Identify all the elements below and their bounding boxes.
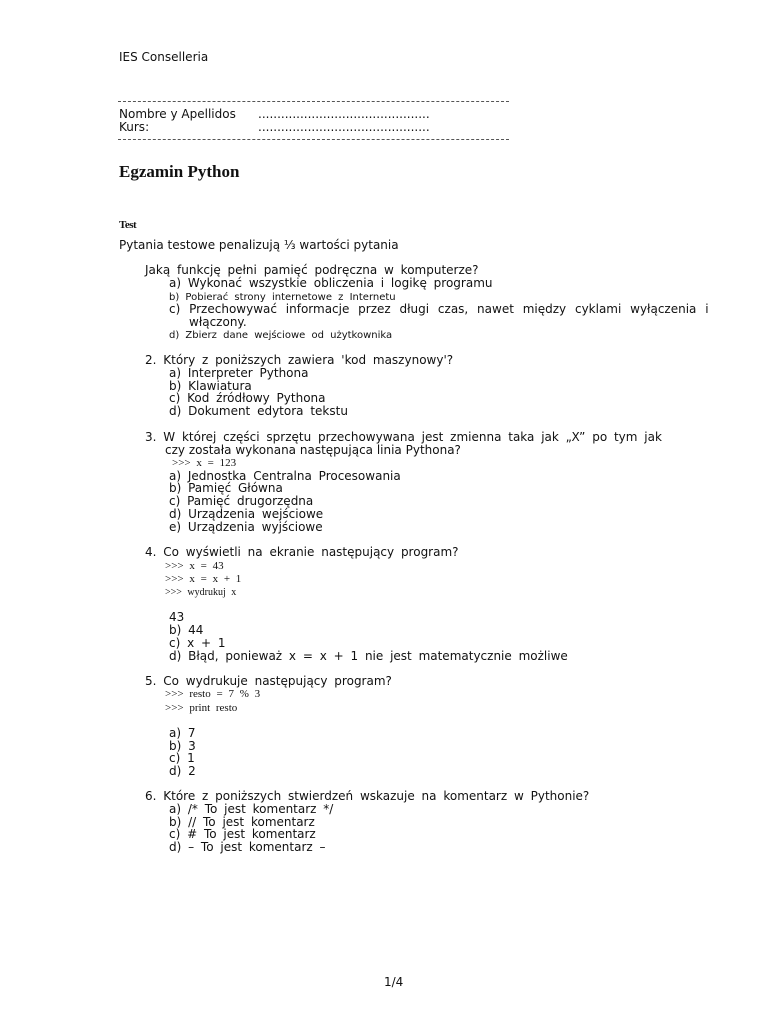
question-2-text: 2. Który z poniższych zawiera 'kod maszynowy'? — [145, 353, 454, 367]
question-5-code-line-2: >>> print resto — [165, 702, 238, 714]
question-3-option-a[interactable]: a) Jednostka Centralna Procesowania — [169, 469, 401, 483]
question-1-option-c-cont: włączony. — [189, 315, 247, 329]
question-6-option-a[interactable]: a) /* To jest komentarz */ — [169, 802, 334, 816]
question-6-option-b[interactable]: b) // To jest komentarz — [169, 815, 315, 829]
question-5-code-line-1: >>> resto = 7 % 3 — [165, 688, 261, 700]
question-6-text: 6. Które z poniższych stwierdzeń wskazuje na komentarz w Pythonie? — [145, 789, 590, 803]
course-label: Kurs: — [119, 120, 150, 134]
question-4-text: 4. Co wyświetli na ekranie następujący program? — [145, 545, 459, 559]
question-5-option-d[interactable]: d) 2 — [169, 764, 196, 778]
question-3-option-c[interactable]: c) Pamięć drugorzędna — [169, 494, 314, 508]
form-top-divider — [118, 101, 509, 102]
question-6-option-c[interactable]: c) # To jest komentarz — [169, 827, 316, 841]
question-4-code-line-1: >>> x = 43 — [165, 560, 224, 572]
question-5-option-a[interactable]: a) 7 — [169, 726, 196, 740]
question-3-code: >>> x = 123 — [172, 457, 237, 469]
course-field[interactable]: ............................................. — [258, 120, 430, 134]
question-5-option-c[interactable]: c) 1 — [169, 751, 195, 765]
school-name: IES Conselleria — [119, 50, 209, 64]
question-3-text: 3. W której części sprzętu przechowywana jest zmienna taka jak „X” po tym jak — [145, 430, 662, 444]
name-field[interactable]: ............................................. — [258, 107, 430, 121]
question-3-text-cont: czy została wykonana następująca linia Pythona? — [165, 443, 461, 457]
form-bottom-divider — [118, 139, 509, 140]
question-4-code-line-2: >>> x = x + 1 — [165, 573, 242, 585]
question-2-option-d[interactable]: d) Dokument edytora tekstu — [169, 404, 348, 418]
question-1-text: Jaką funkcję pełni pamięć podręczna w komputerze? — [145, 263, 479, 277]
question-4-option-b[interactable]: b) 44 — [169, 623, 204, 637]
page-number: 1/4 — [384, 975, 404, 989]
question-1-option-b[interactable]: b) Pobierać strony internetowe z Internetu — [169, 292, 396, 303]
question-5-text: 5. Co wydrukuje następujący program? — [145, 674, 392, 688]
question-4-option-a[interactable]: 43 — [169, 610, 185, 624]
question-1-option-d[interactable]: d) Zbierz dane wejściowe od użytkownika — [169, 330, 393, 341]
question-2-option-a[interactable]: a) Interpreter Pythona — [169, 366, 309, 380]
question-3-option-b[interactable]: b) Pamięć Główna — [169, 481, 283, 495]
name-label: Nombre y Apellidos — [119, 107, 236, 121]
question-6-option-d[interactable]: d) – To jest komentarz – — [169, 840, 326, 854]
exam-title: Egzamin Python — [119, 162, 240, 181]
question-5-option-b[interactable]: b) 3 — [169, 739, 196, 753]
section-intro: Pytania testowe penalizują ⅓ wartości pytania — [119, 238, 399, 252]
question-3-option-d[interactable]: d) Urządzenia wejściowe — [169, 507, 324, 521]
section-heading: Test — [119, 219, 137, 231]
question-1-option-c[interactable]: c) Przechowywać informacje przez długi czas, nawet między cyklami wyłączenia i — [169, 302, 709, 316]
question-2-option-c[interactable]: c) Kod źródłowy Pythona — [169, 391, 326, 405]
question-4-code-line-3: >>> wydrukuj x — [165, 587, 237, 598]
question-2-option-b[interactable]: b) Klawiatura — [169, 379, 252, 393]
question-4-option-d[interactable]: d) Błąd, ponieważ x = x + 1 nie jest matematycznie możliwe — [169, 649, 568, 663]
question-1-option-a[interactable]: a) Wykonać wszystkie obliczenia i logikę programu — [169, 276, 493, 290]
question-3-option-e[interactable]: e) Urządzenia wyjściowe — [169, 520, 323, 534]
question-4-option-c[interactable]: c) x + 1 — [169, 636, 226, 650]
